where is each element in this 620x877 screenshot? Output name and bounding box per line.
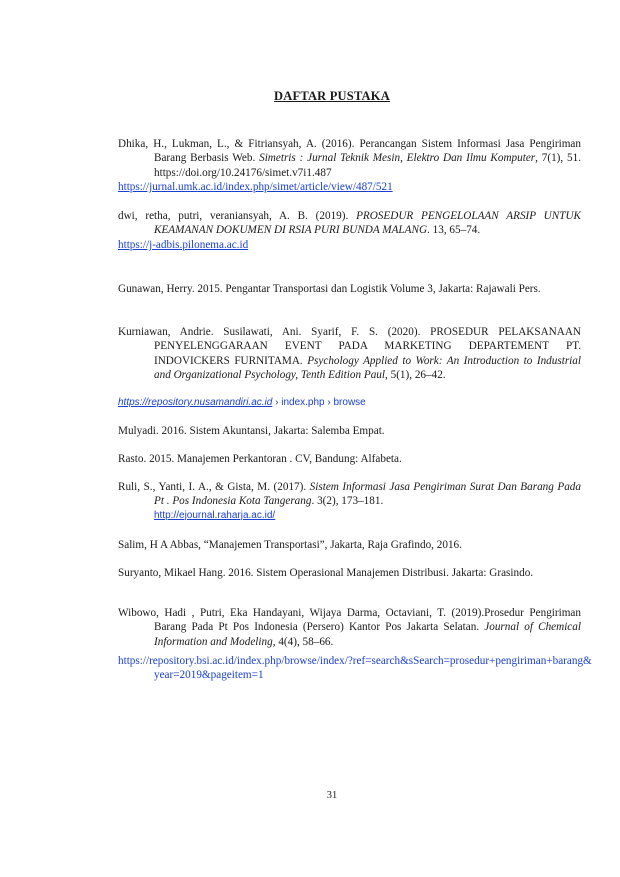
reference-entry-dwi: dwi, retha, putri, veraniansyah, A. B. (2019). PROSEDUR PENGELOLAAN ARSIP UNTUK KEAMANAN DOKUMEN DI RSIA PURI BUNDA MALANG. 13, 65–74. https://j-adbis.pilonema.ac.id xyxy=(118,210,581,251)
reference-entry-suryanto: Suryanto, Mikael Hang. 2016. Sistem Operasional Manajemen Distribusi. Jakarta: Grasindo. xyxy=(118,567,534,579)
reference-entry-salim: Salim, H A Abbas, “Manajemen Transportasi”, Jakarta, Raja Grafindo, 2016. xyxy=(118,539,462,551)
reference-entry-wibowo: Wibowo, Hadi , Putri, Eka Handayani, Wijaya Darma, Octaviani, T. (2019).Prosedur Pengiriman Barang Pada Pt Pos Indonesia (Persero) Kantor Pos Jakarta Selatan. Journal of Chemical Information and Modeling, 4(4), 58–66. xyxy=(118,607,581,648)
reference-link[interactable]: http://ejournal.raharja.ac.id/ xyxy=(154,509,276,521)
reference-entry-ruli: Ruli, S., Yanti, I. A., & Gista, M. (2017). Sistem Informasi Jasa Pengiriman Surat Dan Barang Pada Pt . Pos Indonesia Kota Tangerang. 3(2), 173–181. http://ejournal.raharja.ac.id/ xyxy=(118,481,581,521)
reference-entry-rasto: Rasto. 2015. Manajemen Perkantoran . CV, Bandung: Alfabeta. xyxy=(118,453,402,465)
reference-entry-gunawan: Gunawan, Herry. 2015. Pengantar Transportasi dan Logistik Volume 3, Jakarta: Rajawali Pers. xyxy=(118,283,541,295)
reference-entry-mulyadi: Mulyadi. 2016. Sistem Akuntansi, Jakarta: Salemba Empat. xyxy=(118,425,385,437)
repository-browse-link[interactable]: https://repository.nusamandiri.ac.id › index.php › browse xyxy=(118,397,366,408)
reference-entry-dhika: Dhika, H., Lukman, L., & Fitriansyah, A. (2016). Perancangan Sistem Informasi Jasa Pengiriman Barang Berbasis Web. Simetris : Jurnal Teknik Mesin, Elektro Dan Ilmu Komputer, 7(1), 51. https://doi.org/10.24176/simet.v7i1.487 https://jurnal.umk.ac.id/index.php/simet/article/view/487/521 xyxy=(118,138,581,194)
reference-entry-kurniawan: Kurniawan, Andrie. Susilawati, Ani. Syarif, F. S. (2020). PROSEDUR PELAKSANAAN PENYELENGGARAAN EVENT PADA MARKETING DEPARTEMENT PT. INDOVICKERS FURNITAMA. Psychology Applied to Work: An Introduction to Industrial and Organizational Psychology, Tenth Edition Paul, 5(1), 26–42. xyxy=(118,326,581,382)
reference-link[interactable]: https://jurnal.umk.ac.id/index.php/simet/article/view/487/521 xyxy=(118,181,393,194)
repository-url[interactable]: https://repository.bsi.ac.id/index.php/browse/index/?ref=search&sSearch=prosedur+pengiriman+barang&year=2019&pageitem=1 xyxy=(118,655,592,682)
page-number: 31 xyxy=(326,790,338,801)
page-title: DAFTAR PUSTAKA xyxy=(274,89,390,103)
reference-link[interactable]: https://j-adbis.pilonema.ac.id xyxy=(118,238,249,251)
